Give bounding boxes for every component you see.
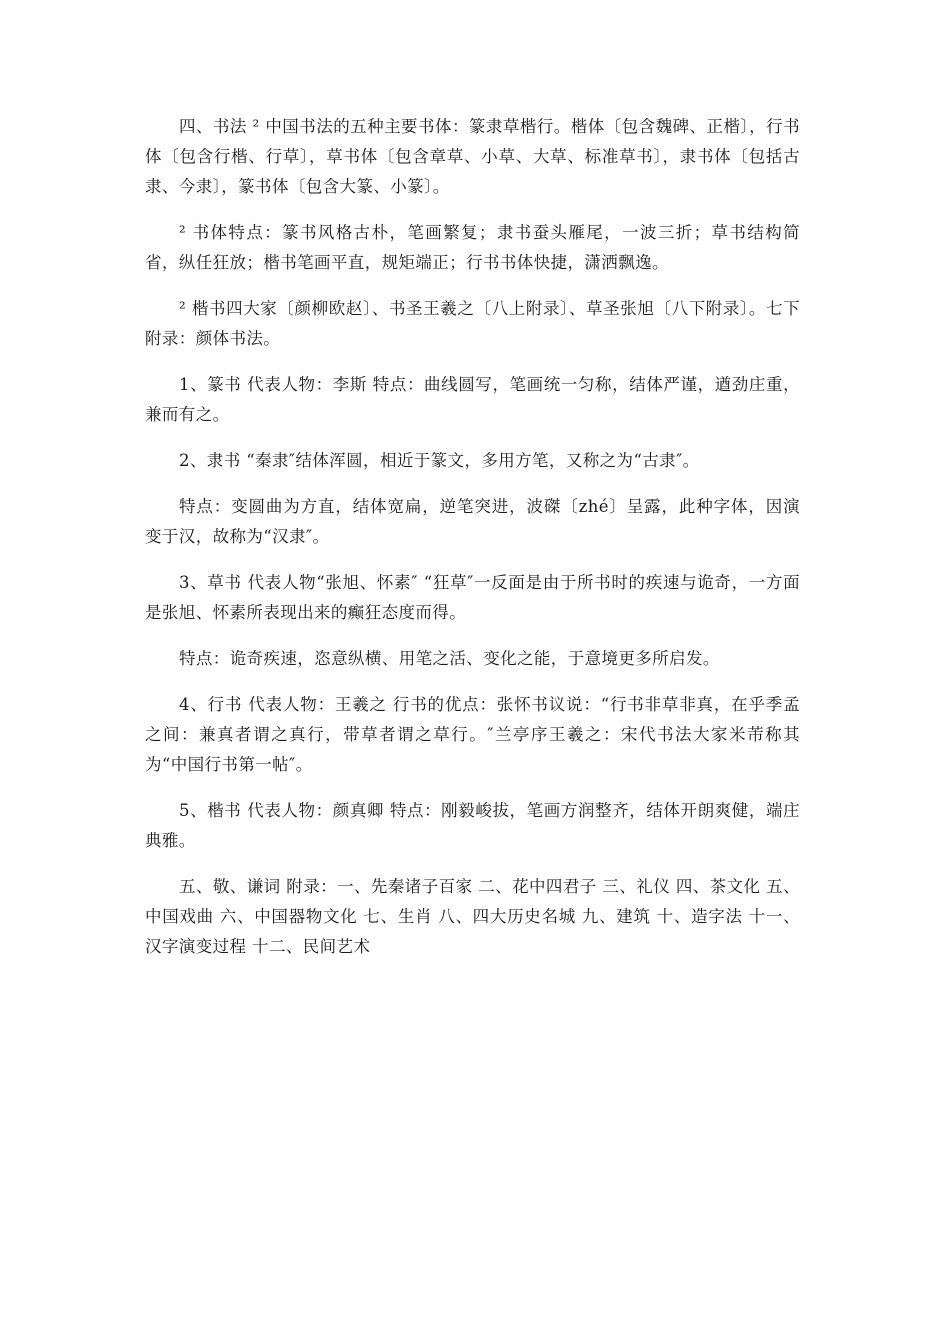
paragraph-honorifics-appendix: 五、敬、谦词 附录：一、先秦诸子百家 二、花中四君子 三、礼仪 四、茶文化 五、中国戏曲 六、中国器物文化 七、生肖 八、四大历史名城 九、建筑 十、造字法 十一、汉字演变过程 十二、民间艺术 (145, 877, 800, 956)
paragraph-running-script: 4、行书 代表人物：王羲之 行书的优点：张怀书议说：“行书非草非真，在乎季孟之间：兼真者谓之真行，带草者谓之草行。″兰亭序王羲之：宋代书法大家米芾称其为“中国行书第一帖″。 (145, 695, 800, 774)
paragraph-regular-script: 5、楷书 代表人物：颜真卿 特点：刚毅峻拔，笔画方润整齐，结体开朗爽健，端庄典雅。 (145, 801, 800, 850)
paragraph-cursive-features: 特点：诡奇疾速，恣意纵横、用笔之活、变化之能，于意境更多所启发。 (179, 649, 720, 668)
paragraph-four-masters: ² 楷书四大家〔颜柳欧赵〕、书圣王羲之〔八上附录〕、草圣张旭〔八下附录〕。七下附录：颜体书法。 (145, 299, 800, 348)
paragraph-seal-script: 1、篆书 代表人物：李斯 特点：曲线圆写，笔画统一匀称，结体严谨，遒劲庄重，兼而有之。 (145, 375, 800, 424)
document-body (145, 112, 800, 978)
paragraph-cursive-script: 3、草书 代表人物“张旭、怀素″ “狂草″一反面是由于所书时的疾速与诡奇，一方面是张旭、怀素所表现出来的癫狂态度而得。 (145, 573, 800, 622)
paragraph-clerical-features: 特点：变圆曲为方直，结体宽扁，逆笔突进，波磔〔zhé〕呈露，此种字体，因演变于汉，故称为“汉隶″。 (145, 497, 800, 546)
paragraph-script-features: ² 书体特点：篆书风格古朴，笔画繁复；隶书蚕头雁尾，一波三折；草书结构简省，纵任狂放；楷书笔画平直，规矩端正；行书书体快捷，潇洒飘逸。 (145, 223, 800, 272)
paragraph-clerical-script: 2、隶书 “秦隶″结体浑圆，相近于篆文，多用方笔，又称之为“古隶″。 (179, 451, 700, 470)
paragraph-calligraphy-scripts: 四、书法 ² 中国书法的五种主要书体：篆隶草楷行。楷体〔包含魏碑、正楷〕，行书体〔包含行楷、行草〕，草书体〔包含章草、小草、大草、标准草书〕，隶书体〔包括古隶、今隶〕，篆书体〔包含大篆、小篆〕。 (145, 117, 800, 196)
